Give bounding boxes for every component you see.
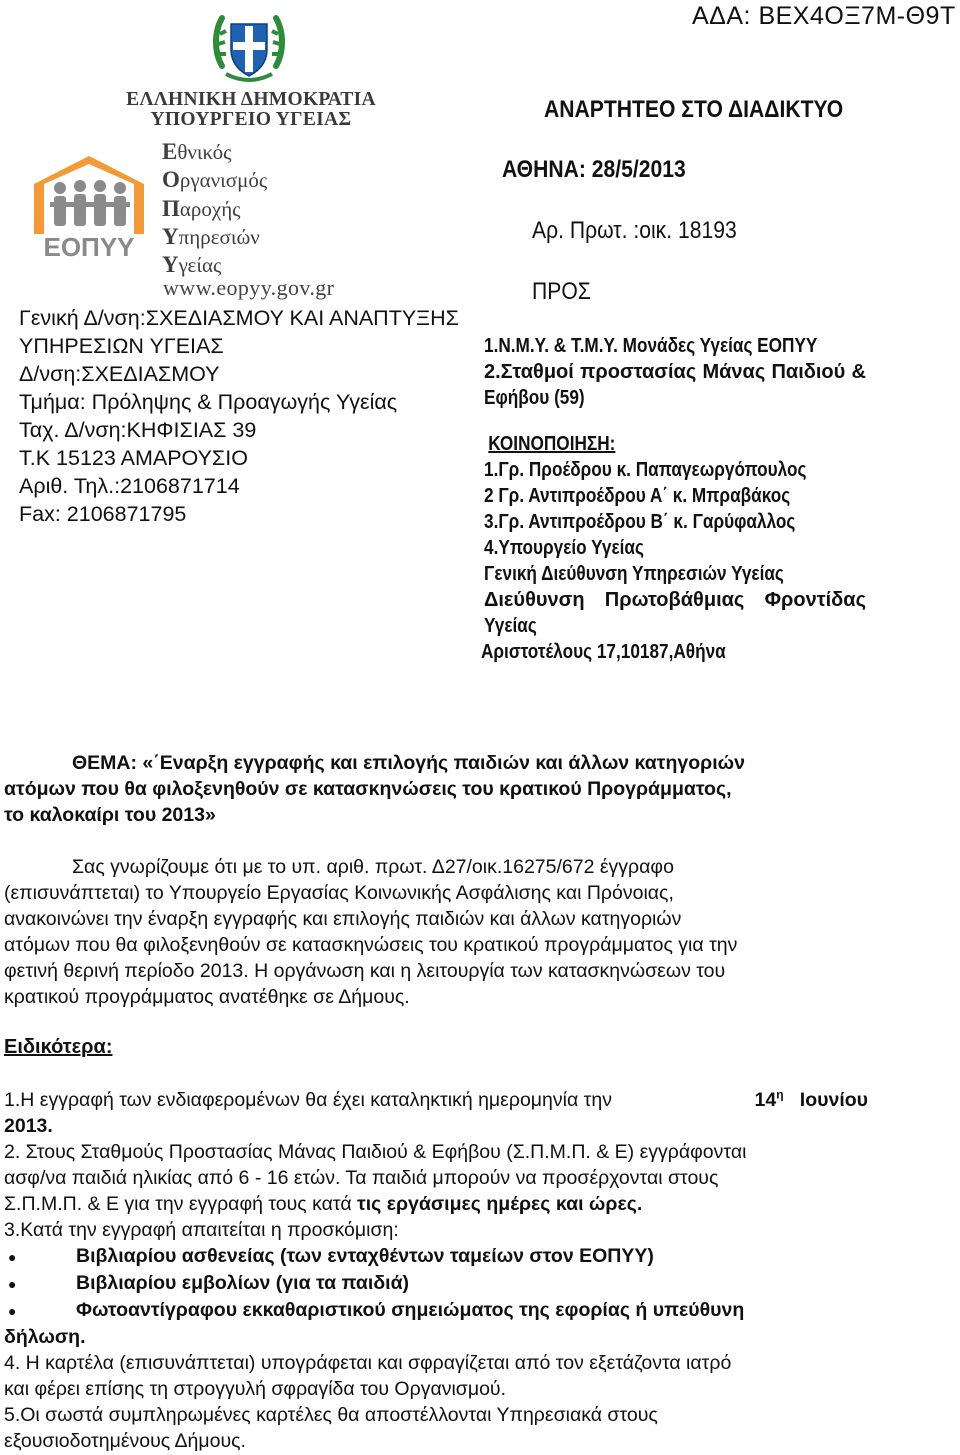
recipient-line: Εφήβου (59) xyxy=(484,387,585,409)
sender-line: Δ/νση:ΣΧΕΔΙΑΣΜΟΥ xyxy=(19,362,220,386)
item-2-line: 2. Στους Σταθμούς Προστασίας Μάνας Παιδιού & Εφήβου (Σ.Π.Μ.Π. & Ε) εγγράφονται xyxy=(4,1141,747,1163)
ministry-heading xyxy=(120,90,382,130)
item-1-year: 2013. xyxy=(4,1115,53,1137)
cc-line: Υγείας xyxy=(484,615,537,637)
ministry-line2: ΥΠΟΥΡΓΕΙΟ ΥΓΕΙΑΣ xyxy=(150,109,352,130)
sender-line: Γενική Δ/νση:ΣΧΕΔΙΑΣΜΟΥ ΚΑΙ ΑΝΑΠΤΥΞΗΣ xyxy=(19,306,459,330)
cc-line: 2 Γρ. Αντιπροέδρου Α΄ κ. Μπραβάκος xyxy=(484,485,791,507)
sender-line: Τμήμα: Πρόληψης & Προαγωγής Υγείας xyxy=(19,390,398,414)
eopyy-word: Εθνικός xyxy=(162,139,232,164)
paragraph-line: ανακοινώνει την έναρξη εγγραφής και επιλογής παιδιών και άλλων κατηγοριών xyxy=(4,908,682,930)
cc-heading: ΚΟΙΝΟΠΟΙΗΣΗ: xyxy=(488,433,616,455)
recipient-line: 1.Ν.Μ.Υ. & Τ.Μ.Υ. Μονάδες Υγείας ΕΟΠΥΥ xyxy=(484,335,818,357)
bullet-icon: ● xyxy=(8,1276,17,1292)
item-2-line: Σ.Π.Μ.Π. & Ε για την εγγραφή τους κατά τις εργάσιμες ημέρες και ώρες. xyxy=(4,1193,643,1215)
item-4-line: 4. Η καρτέλα (επισυνάπτεται) υπογράφεται και σφραγίζεται από τον εξετάζοντα ιατρό xyxy=(4,1352,732,1374)
subject-line: το καλοκαίρι του 2013» xyxy=(4,804,216,826)
recipients-block xyxy=(481,333,866,665)
bullet-item: ● Φωτοαντίγραφου εκκαθαριστικού σημειώματος της εφορίας ή υπεύθυνη xyxy=(4,1297,868,1324)
eopyy-word: Υπηρεσιών xyxy=(162,223,260,249)
ministry-line1: ΕΛΛΗΝΙΚΗ ΔΗΜΟΚΡΑΤΙΑ xyxy=(126,89,376,110)
ada-code: ΑΔΑ: ΒΕΧ4ΟΞ7Μ-Θ9Τ xyxy=(692,2,956,30)
eopyy-word: Οργανισμός xyxy=(162,167,268,193)
specifically-heading: Ειδικότερα: xyxy=(4,1036,113,1058)
sender-block xyxy=(19,304,459,528)
cc-line: Αριστοτέλους 17,10187,Αθήνα xyxy=(481,641,726,663)
publish-notice: ΑΝΑΡΤΗΤΕΟ ΣΤΟ ΔΙΑΔΙΚΤΥΟ xyxy=(544,96,844,123)
eopyy-url: www.eopyy.gov.gr xyxy=(163,275,335,300)
item-4-line: και φέρει επίσης τη στρογγυλή σφραγίδα του Οργανισμού. xyxy=(4,1378,506,1400)
item-5-line: εξουσιοδοτημένους Δήμους. xyxy=(4,1430,246,1452)
paragraph-line: ατόμων που θα φιλοξενηθούν σε κατασκηνώσεις του κρατικού προγράμματος για την xyxy=(4,934,738,956)
cc-line: 3.Γρ. Αντιπροέδρου Β΄ κ. Γαρύφαλλος xyxy=(484,511,796,533)
intro-paragraph xyxy=(4,854,868,1010)
sender-line: Ταχ. Δ/νση:ΚΗΦΙΣΙΑΣ 39 xyxy=(19,418,257,442)
eopyy-name xyxy=(162,138,267,279)
subject xyxy=(4,750,868,828)
eopyy-word: Παροχής xyxy=(162,195,241,221)
bullet-item: ● Βιβλιαρίου ασθενείας (των ενταχθέντων ταμείων στον ΕΟΠΥΥ) xyxy=(4,1243,868,1270)
svg-text:ΕΟΠΥΥ: ΕΟΠΥΥ xyxy=(43,232,135,262)
paragraph-line: Σας γνωρίζουμε ότι με το υπ. αριθ. πρωτ. Δ27/οικ.16275/672 έγγραφο xyxy=(72,856,674,878)
item-5-line: 5.Οι σωστά συμπληρωμένες καρτέλες θα αποστέλλονται Υπηρεσιακά στους xyxy=(4,1404,658,1426)
paragraph-line: (επισυνάπτεται) το Υπουργείο Εργασίας Κοινωνικής Ασφάλισης και Πρόνοιας, xyxy=(4,882,674,904)
recipient-line: 2.Σταθμοί προστασίας Μάνας Παιδιού & xyxy=(484,361,866,383)
greek-emblem-icon xyxy=(212,4,286,86)
bullet-icon: ● xyxy=(8,1249,17,1265)
item-2-line: ασφ/να παιδιά ηλικίας από 6 - 16 ετών. Τα παιδιά μπορούν να προσέρχονται στους xyxy=(4,1167,719,1189)
bullet-item-cont: δήλωση. xyxy=(4,1326,86,1348)
paragraph-line: κρατικού προγράμματος ανατέθηκε σε Δήμους. xyxy=(4,986,410,1008)
subject-line: ΘΕΜΑ: «΄Εναρξη εγγραφής και επιλογής παιδιών και άλλων κατηγοριών xyxy=(72,752,745,774)
items-list xyxy=(4,1087,868,1454)
cc-line: Γενική Διεύθυνση Υπηρεσιών Υγείας xyxy=(484,563,784,585)
paragraph-line: φετινή θερινή περίοδο 2013. Η οργάνωση και η λειτουργία των κατασκηνώσεων του xyxy=(4,960,726,982)
sender-line: ΥΠΗΡΕΣΙΩΝ ΥΓΕΙΑΣ xyxy=(19,334,224,358)
cc-line: Διεύθυνση Πρωτοβάθμιας Φροντίδας xyxy=(484,589,866,611)
sender-line: Αριθ. Τηλ.:2106871714 xyxy=(19,474,240,498)
item-1: 1.Η εγγραφή των ενδιαφερομένων θα έχει καταληκτική ημερομηνία την $14^\eta$ Ιουνίου xyxy=(4,1087,868,1111)
protocol-number: Αρ. Πρωτ. :οικ. 18193 xyxy=(532,217,737,244)
sender-line: Τ.Κ 15123 ΑΜΑΡΟΥΣΙΟ xyxy=(19,446,248,470)
cc-line: 1.Γρ. Προέδρου κ. Παπαγεωργόπουλος xyxy=(484,459,807,481)
bullet-icon: ● xyxy=(8,1303,17,1319)
place-date: ΑΘΗΝΑ: 28/5/2013 xyxy=(502,156,686,183)
item-3: 3.Κατά την εγγραφή απαιτείται η προσκόμιση: xyxy=(4,1219,399,1241)
cc-line: 4.Υπουργείο Υγείας xyxy=(484,537,644,559)
subject-line: ατόμων που θα φιλοξενηθούν σε κατασκηνώσεις του κρατικού Προγράμματος, xyxy=(4,778,732,800)
eopyy-logo xyxy=(30,150,148,262)
bullet-item: ● Βιβλιαρίου εμβολίων (για τα παιδιά) xyxy=(4,1270,868,1297)
to-label: ΠΡΟΣ xyxy=(532,278,591,305)
sender-line: Fax: 2106871795 xyxy=(19,502,187,526)
eopyy-word: Υγείας xyxy=(162,252,222,278)
